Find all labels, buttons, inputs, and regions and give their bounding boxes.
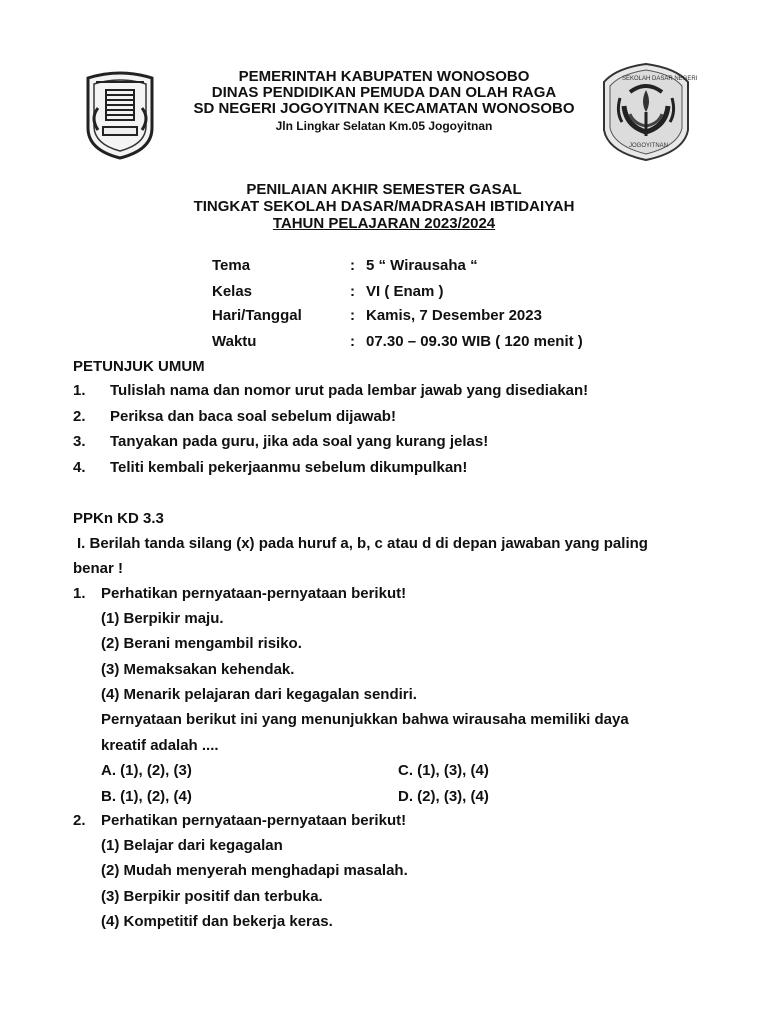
instruction-text: Tulislah nama dan nomor urut pada lembar jawab yang disediakan!	[110, 382, 589, 399]
info-value-waktu: 07.30 – 09.30 WIB ( 120 menit )	[366, 333, 583, 350]
instruction-text: Tanyakan pada guru, jika ada soal yang kurang jelas!	[110, 433, 489, 450]
subject-heading: PPKn KD 3.3	[73, 510, 164, 527]
info-colon: :	[350, 333, 355, 350]
option-c[interactable]: C. (1), (3), (4)	[398, 762, 489, 779]
instruction-text: Teliti kembali pekerjaanmu sebelum dikumpulkan!	[110, 459, 468, 476]
exam-level: TINGKAT SEKOLAH DASAR/MADRASAH IBTIDAIYAH	[193, 198, 575, 215]
option-b[interactable]: B. (1), (2), (4)	[101, 788, 192, 805]
school-logo-text-bottom: JOGOYITNAN	[629, 143, 669, 149]
question-number: 1.	[73, 585, 86, 602]
info-value-tema: 5 “ Wirausaha “	[366, 257, 478, 274]
question-text-continued: kreatif adalah ....	[101, 737, 219, 754]
statement-item: (2) Mudah menyerah menghadapi masalah.	[101, 862, 408, 879]
info-label-kelas: Kelas	[212, 283, 253, 300]
info-colon: :	[350, 257, 355, 274]
statement-item: (3) Memaksakan kehendak.	[101, 661, 295, 678]
question-stem: Perhatikan pernyataan-pernyataan berikut!	[101, 585, 407, 602]
statement-item: (3) Berpikir positif dan terbuka.	[101, 888, 323, 905]
info-label-waktu: Waktu	[212, 333, 257, 350]
letterhead-address: Jln Lingkar Selatan Km.05 Jogoyitnan	[275, 119, 493, 133]
question-text: Pernyataan berikut ini yang menunjukkan bahwa wirausaha memiliki daya	[101, 711, 629, 728]
statement-item: (4) Menarik pelajaran dari kegagalan sendiri.	[101, 686, 417, 703]
statement-item: (1) Berpikir maju.	[101, 610, 224, 627]
statement-item: (2) Berani mengambil risiko.	[101, 635, 302, 652]
statement-item: (1) Belajar dari kegagalan	[101, 837, 283, 854]
instruction-number: 4.	[73, 459, 86, 476]
instruction-number: 2.	[73, 408, 86, 425]
question-stem: Perhatikan pernyataan-pernyataan berikut!	[101, 812, 407, 829]
letterhead-school: SD NEGERI JOGOYITNAN KECAMATAN WONOSOBO	[193, 100, 575, 117]
instruction-text: Periksa dan baca soal sebelum dijawab!	[110, 408, 396, 425]
info-label-hari-tanggal: Hari/Tanggal	[212, 307, 302, 324]
info-colon: :	[350, 283, 355, 300]
statement-item: (4) Kompetitif dan bekerja keras.	[101, 913, 333, 930]
exam-title: PENILAIAN AKHIR SEMESTER GASAL	[246, 181, 522, 198]
academic-year: TAHUN PELAJARAN 2023/2024	[272, 215, 496, 232]
info-label-tema: Tema	[212, 257, 251, 274]
info-value-hari-tanggal: Kamis, 7 Desember 2023	[366, 307, 542, 324]
option-a[interactable]: A. (1), (2), (3)	[101, 762, 192, 779]
instruction-number: 1.	[73, 382, 86, 399]
letterhead-government: PEMERINTAH KABUPATEN WONOSOBO	[238, 68, 530, 85]
instructions-heading: PETUNJUK UMUM	[73, 358, 205, 375]
section-instruction-continued: benar !	[73, 560, 124, 577]
letterhead-department: DINAS PENDIDIKAN PEMUDA DAN OLAH RAGA	[211, 84, 557, 101]
instruction-number: 3.	[73, 433, 86, 450]
section-instruction: I. Berilah tanda silang (x) pada huruf a, b, c atau d di depan jawaban yang paling	[77, 535, 648, 552]
question-number: 2.	[73, 812, 86, 829]
option-d[interactable]: D. (2), (3), (4)	[398, 788, 489, 805]
info-value-kelas: VI ( Enam )	[366, 283, 444, 300]
info-colon: :	[350, 307, 355, 324]
school-logo-text-top: SEKOLAH DASAR NEGERI	[622, 76, 698, 82]
